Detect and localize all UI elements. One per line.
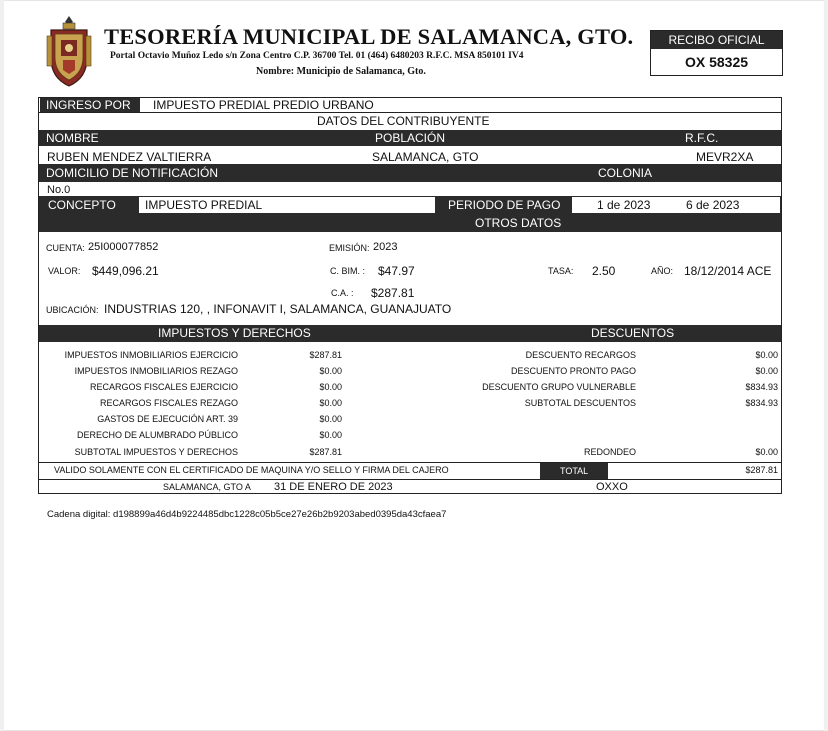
- divider: [39, 112, 781, 113]
- concepto-value: IMPUESTO PREDIAL: [145, 198, 263, 212]
- ubicacion-label: UBICACIÓN:: [46, 305, 99, 315]
- validez-note: VALIDO SOLAMENTE CON EL CERTIFICADO DE MAQUINA Y/O SELLO Y FIRMA DEL CAJERO: [54, 465, 449, 475]
- periodo-desde: 1 de 2023: [597, 198, 651, 212]
- concepto-value-box: [139, 197, 435, 213]
- concepto-bar: [39, 196, 781, 214]
- cbim-value: $47.97: [378, 264, 415, 278]
- total-label-box: [540, 463, 608, 479]
- domicilio-header-bar: [39, 164, 781, 182]
- divider: [39, 462, 781, 463]
- descuento-row-label: DESCUENTO RECARGOS: [525, 350, 636, 360]
- anio-label: AÑO:: [651, 266, 674, 276]
- rfc-value: MEVR2XA: [696, 150, 754, 164]
- treasury-name-line: Nombre: Municipio de Salamanca, Gto.: [256, 66, 426, 77]
- cadena-value: d198899a46d4b9224485dbc1228c05b5ce27e26b2b9203abed0395da43cfaea7: [113, 509, 447, 520]
- ubicacion-value: INDUSTRIAS 120, , INFONAVIT I, SALAMANCA, GUANAJUATO: [104, 302, 452, 316]
- page-edge-left: [0, 0, 4, 731]
- impuesto-row-amount: $0.00: [319, 430, 342, 440]
- valor-value: $449,096.21: [92, 264, 159, 278]
- impuesto-row-amount: $0.00: [319, 366, 342, 376]
- rfc-label: R.F.C.: [685, 131, 719, 145]
- lugar: SALAMANCA, GTO A: [163, 482, 251, 492]
- cadena-label: Cadena digital:: [47, 509, 111, 520]
- valor-label: VALOR:: [48, 266, 81, 276]
- page-edge-right: [824, 0, 828, 731]
- total-label: TOTAL: [560, 466, 589, 476]
- receipt-number: OX 58325: [684, 54, 749, 70]
- impuesto-row-amount: $0.00: [319, 382, 342, 392]
- concepto-label: CONCEPTO: [48, 198, 116, 212]
- cuenta-label: CUENTA:: [46, 243, 85, 253]
- poblacion-label: POBLACIÓN: [375, 131, 446, 145]
- descuento-subtotal-amount: $834.93: [745, 398, 778, 408]
- redondeo-label: REDONDEO: [583, 447, 636, 457]
- total-amount: $287.81: [745, 465, 778, 475]
- impuesto-row-label: DERECHO DE ALUMBRADO PÚBLICO: [76, 430, 238, 440]
- impuesto-row-label: GASTOS DE EJECUCIÓN ART. 39: [97, 414, 238, 424]
- periodo-hasta: 6 de 2023: [686, 198, 740, 212]
- redondeo-amount: $0.00: [755, 447, 778, 457]
- impuesto-row-amount: $0.00: [319, 398, 342, 408]
- otros-datos-bar: [39, 214, 781, 232]
- receipt-number-box: [650, 30, 783, 76]
- impuesto-subtotal-label: SUBTOTAL IMPUESTOS Y DERECHOS: [74, 447, 238, 457]
- periodo-label: PERIODO DE PAGO: [448, 198, 561, 212]
- municipal-crest-icon: [46, 14, 92, 88]
- tasa-label: TASA:: [548, 266, 574, 276]
- contribuyente-title: DATOS DEL CONTRIBUYENTE: [317, 114, 490, 128]
- treasury-title: TESORERÍA MUNICIPAL DE SALAMANCA, GTO.: [104, 24, 634, 49]
- descuentos-title: DESCUENTOS: [591, 326, 675, 340]
- descuento-row-amount: $0.00: [755, 366, 778, 376]
- descuento-row-amount: $834.93: [745, 382, 778, 392]
- periodo-value-box: [572, 197, 780, 213]
- emision-label: EMISIÓN:: [329, 243, 370, 253]
- receipt-label: RECIBO OFICIAL: [651, 31, 782, 49]
- descuento-subtotal-label: SUBTOTAL DESCUENTOS: [524, 398, 636, 408]
- cajero: OXXO: [596, 481, 628, 493]
- ingreso-label: INGRESO POR: [40, 98, 140, 112]
- ca-value: $287.81: [371, 286, 415, 300]
- emision-value: 2023: [373, 241, 398, 253]
- treasury-address: Portal Octavio Muñoz Ledo s/n Zona Centro C.P. 36700 Tel. 01 (464) 6480203 R.F.C. MSA 850101 IV4: [110, 51, 524, 61]
- colonia-label: COLONIA: [598, 166, 653, 180]
- ca-label: C.A. :: [331, 288, 354, 298]
- impuestos-title: IMPUESTOS Y DERECHOS: [158, 326, 311, 340]
- cuenta-value: 25I000077852: [88, 241, 159, 253]
- impuesto-row-label: IMPUESTOS INMOBILIARIOS EJERCICIO: [64, 350, 238, 360]
- domicilio-label: DOMICILIO DE NOTIFICACIÓN: [46, 166, 219, 180]
- otros-datos-title: OTROS DATOS: [475, 216, 562, 230]
- anio-value: 18/12/2014 ACE: [684, 264, 772, 278]
- impuestos-descuentos-bar: [39, 325, 781, 342]
- impuesto-subtotal-amount: $287.81: [309, 447, 342, 457]
- cbim-label: C. BIM. :: [330, 266, 366, 276]
- impuesto-row-label: IMPUESTOS INMOBILIARIOS REZAGO: [74, 366, 238, 376]
- descuento-row-label: DESCUENTO GRUPO VULNERABLE: [482, 382, 636, 392]
- nombre-value: RUBEN MENDEZ VALTIERRA: [47, 150, 212, 164]
- ingreso-value: IMPUESTO PREDIAL PREDIO URBANO: [153, 98, 374, 112]
- descuento-row-label: DESCUENTO PRONTO PAGO: [510, 366, 636, 376]
- descuento-row-amount: $0.00: [755, 350, 778, 360]
- contribuyente-header-bar: [39, 130, 781, 146]
- impuesto-row-amount: $0.00: [319, 414, 342, 424]
- tasa-value: 2.50: [592, 264, 616, 278]
- nombre-label: NOMBRE: [46, 131, 99, 145]
- impuesto-row-label: RECARGOS FISCALES EJERCICIO: [89, 382, 238, 392]
- divider: [39, 479, 781, 480]
- fecha: 31 DE ENERO DE 2023: [274, 481, 393, 493]
- poblacion-value: SALAMANCA, GTO: [372, 150, 479, 164]
- impuesto-row-label: RECARGOS FISCALES REZAGO: [99, 398, 238, 408]
- cadena-digital: [47, 509, 446, 520]
- domicilio-value: No.0: [47, 184, 71, 196]
- impuesto-row-amount: $287.81: [309, 350, 342, 360]
